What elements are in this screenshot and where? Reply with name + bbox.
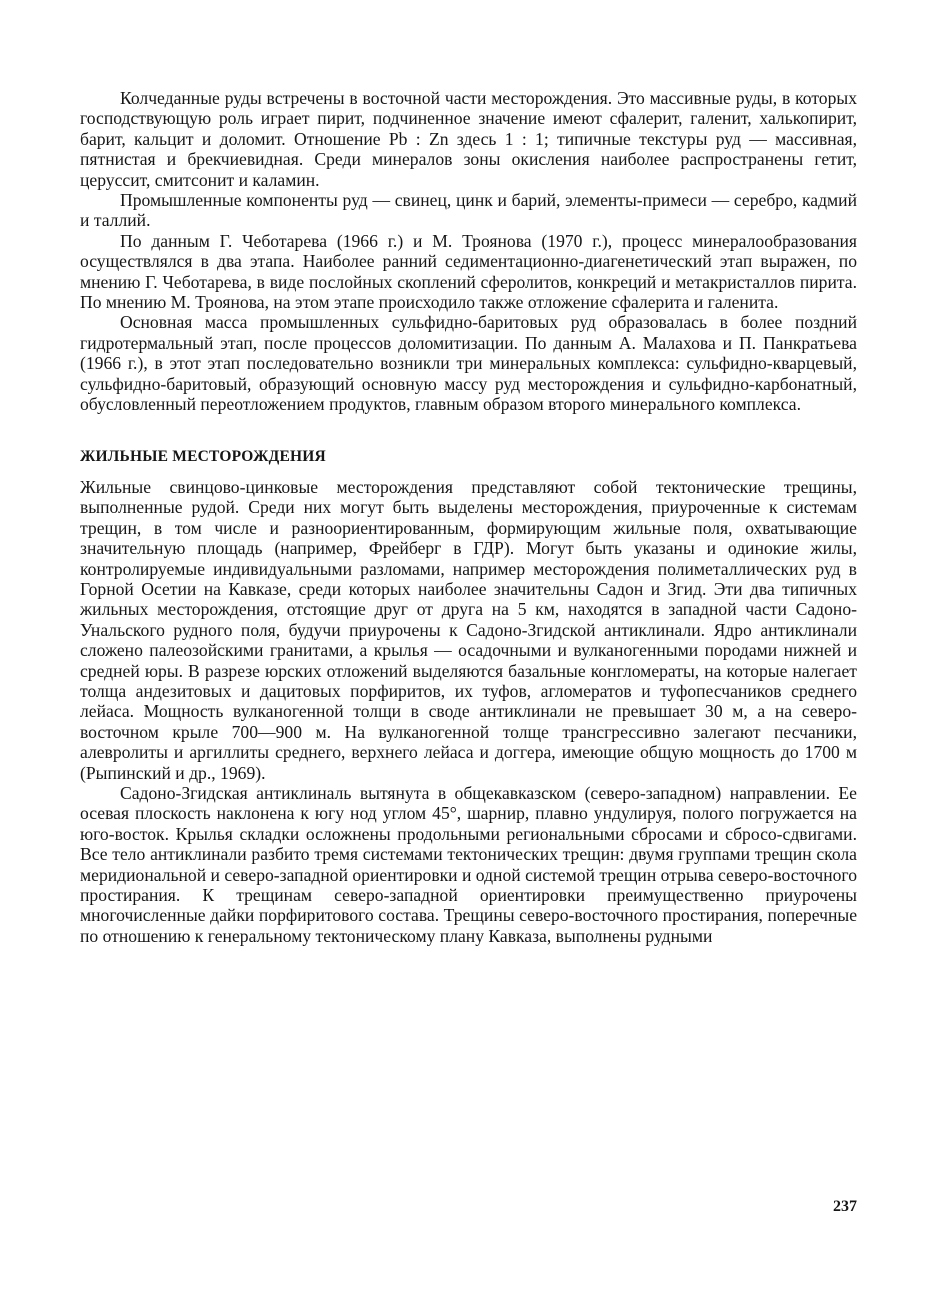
paragraph-mineralization-stages: По данным Г. Чеботарева (1966 г.) и М. Троянова (1970 г.), процесс минералообразования осуществлялся в два этапа. Наиболее ранний седиментационно-диагенетический этап выражен, по мнению Г. Чеботарева, в виде послойных скоплений сферолитов, конкреций и метакристаллов пирита. По мнению М. Троянова, на этом этапе происходило также отложение сфалерита и галенита. <box>80 230 857 313</box>
paragraph-hydrothermal-stage: Основная масса промышленных сульфидно-баритовых руд образовалась в более поздний гидротермальный этап, после процессов доломитизации. По данным А. Малахова и П. Панкратьева (1966 г.), в этот этап последовательно возникли три минеральных комплекса: сульфидно-кварцевый, сульфидно-баритовый, образующий основную массу руд месторождения и сульфидно-карбонатный, обусловленный переотложением продуктов, главным образом второго минерального комплекса. <box>80 312 857 415</box>
section-heading: ЖИЛЬНЫЕ МЕСТОРОЖДЕНИЯ <box>80 447 326 465</box>
paragraph-anticline: Садоно-Згидская антиклиналь вытянута в общекавказском (северо-западном) направлении. Ее осевая плоскость наклонена к югу нод углом 45°, шарнир, плавно ундулируя, полого погружается на юго-восток. Крылья складки осложнены продольными региональными сбросами и сбросо-сдвигами. Все тело антиклинали разбито тремя системами тектонических трещин: двумя группами трещин скола меридиональной и северо-западной ориентировки и одной системой трещин отрыва северо-восточного простирания. К трещинам северо-западной ориентировки преимущественно приурочены многочисленные дайки порфиритового состава. Трещины северо-восточного простирания, поперечные по отношению к генеральному тектоническому плану Кавказа, выполнены рудными <box>80 783 857 946</box>
page-number: 237 <box>833 1198 857 1215</box>
paragraph-pyrite-ores: Колчеданные руды встречены в восточной части месторождения. Это массивные руды, в которых господствующую роль играет пирит, подчиненное значение имеют сфалерит, галенит, халькопирит, барит, кальцит и доломит. Отношение Pb : Zn здесь 1 : 1; типичные текстуры руд — массивная, пятнистая и брекчиевидная. Среди минералов зоны окисления наиболее распространены гетит, церуссит, смитсонит и каламин. <box>80 88 857 190</box>
paragraph-vein-deposits: Жильные свинцово-цинковые месторождения представляют собой тектонические трещины, выполненные рудой. Среди них могут быть выделены месторождения, приуроченные к системам трещин, в том числе и разноориентированным, формирующим жильные поля, охватывающие значительную площадь (например, Фрейберг в ГДР). Могут быть указаны и одинокие жилы, контролируемые индивидуальными разломами, например месторождения полиметаллических руд в Горной Осетии на Кавказе, среди которых наиболее значительны Садон и Згид. Эти два типичных жильных месторождения, отстоящие друг от друга на 5 км, находятся в западной части Садоно-Унальского рудного поля, будучи приурочены к Садоно-Згидской антиклинали. Ядро антиклинали сложено палеозойскими гранитами, а крылья — осадочными и вулканогенными породами нижней и средней юры. В разрезе юрских отложений выделяются базальные конгломераты, на которые налегает толща андезитовых и дацитовых порфиритов, их туфов, агломератов и туфопесчаников среднего лейаса. Мощность вулканогенной толщи в своде антиклинали не превышает 30 м, а на северо-восточном крыле 700—900 м. На вулканогенной толще трансгрессивно залегают песчаники, алевролиты и аргиллиты среднего, верхнего лейаса и доггера, имеющие общую мощность до 1700 м (Рыпинский и др., 1969). <box>80 476 857 783</box>
paragraph-industrial-components: Промышленные компоненты руд — свинец, цинк и барий, элементы-примеси — серебро, кадмий и таллий. <box>80 190 857 231</box>
page-body <box>80 88 857 946</box>
